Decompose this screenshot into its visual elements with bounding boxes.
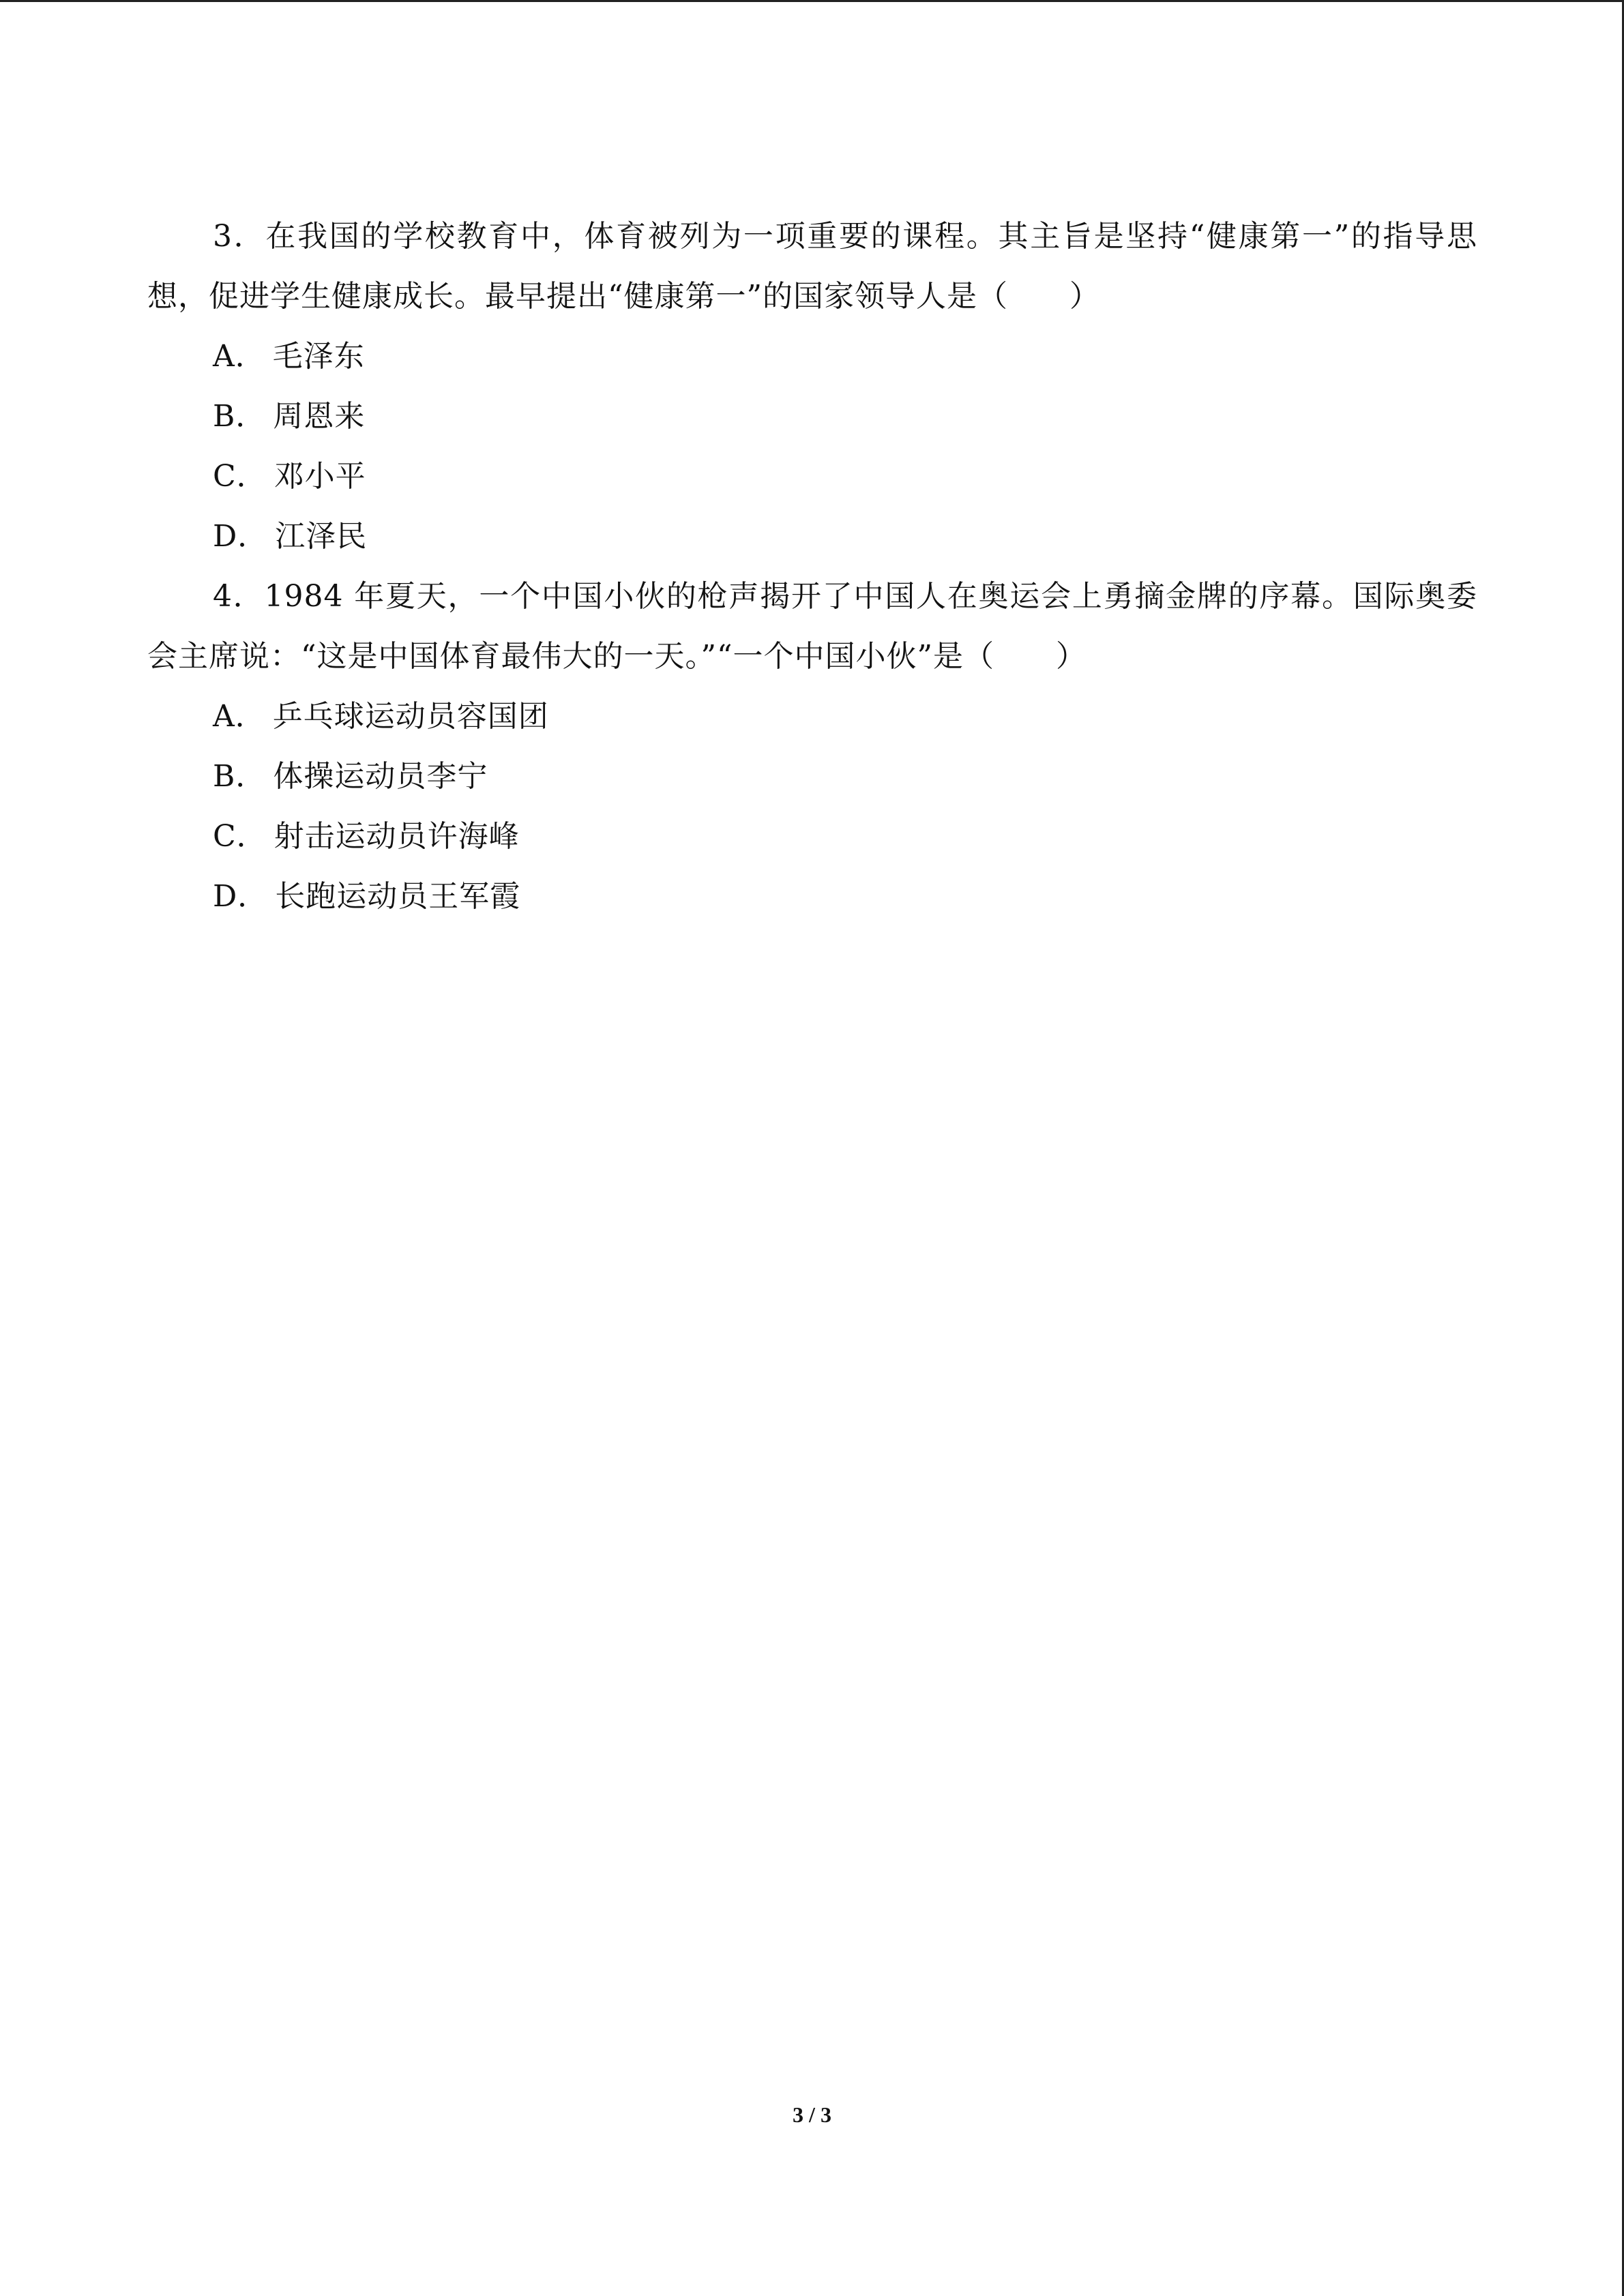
question-text: 在我国的学校教育中，体育被列为一项重要的课程。其主旨是坚持“健康第一”的指导思想，促进学生健康成长。最早提出“健康第一”的国家领导人是（ ） <box>147 219 1477 314</box>
option-a <box>147 327 1477 387</box>
option-text: 射击运动员许海峰 <box>274 819 520 854</box>
question-list <box>147 207 1477 927</box>
option-letter: B． <box>213 399 267 434</box>
option-letter: A． <box>213 699 266 734</box>
option-text: 邓小平 <box>274 459 366 494</box>
option-letter: A． <box>213 339 266 374</box>
option-letter: D． <box>213 519 269 554</box>
option-letter: C． <box>213 459 267 494</box>
question-4 <box>147 567 1477 927</box>
option-letter: C． <box>213 819 267 854</box>
option-text: 周恩来 <box>273 399 366 434</box>
option-c <box>147 447 1477 507</box>
option-letter: B． <box>213 759 267 794</box>
option-text: 毛泽东 <box>272 339 365 374</box>
page-number: 3 / 3 <box>793 2102 831 2127</box>
question-stem <box>147 207 1477 327</box>
question-stem <box>147 567 1477 687</box>
option-letter: D． <box>213 879 269 914</box>
option-c <box>147 807 1477 867</box>
option-text: 体操运动员李宁 <box>273 759 488 794</box>
option-text: 乒乓球运动员容国团 <box>272 699 549 734</box>
question-number: 4． <box>213 579 265 614</box>
option-b <box>147 387 1477 447</box>
question-3 <box>147 207 1477 567</box>
option-text: 江泽民 <box>275 519 368 554</box>
option-a <box>147 687 1477 747</box>
question-number: 3． <box>213 219 266 254</box>
option-b <box>147 747 1477 807</box>
question-text: 1984 年夏天，一个中国小伙的枪声揭开了中国人在奥运会上勇摘金牌的序幕。国际奥委会主席说：“这是中国体育最伟大的一天。”“一个中国小伙”是（ ） <box>147 579 1477 674</box>
option-d <box>147 507 1477 567</box>
option-d <box>147 867 1477 927</box>
option-text: 长跑运动员王军霞 <box>275 879 521 914</box>
